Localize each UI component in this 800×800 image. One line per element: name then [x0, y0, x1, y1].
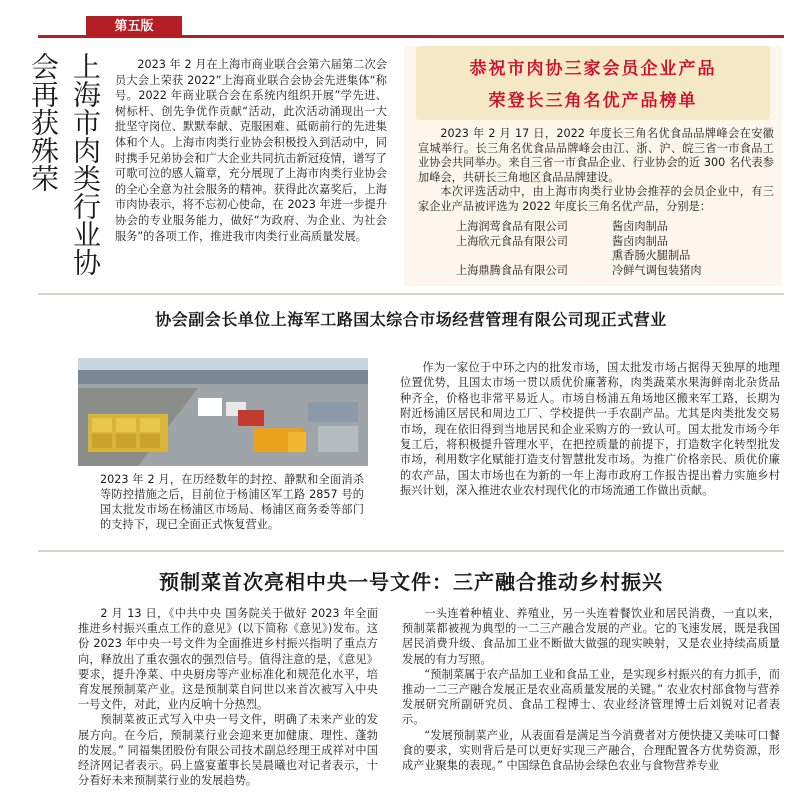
product-row: [456, 264, 756, 279]
section-divider: [38, 293, 784, 295]
product-row: [456, 249, 756, 264]
article4-right-column: [402, 606, 780, 773]
market-photo: [78, 358, 368, 466]
product-company: 上海欣元食品有限公司: [456, 234, 568, 248]
photo-caption: 2023 年 2 月，在历经数年的封控、静默和全面消杀等防控措施之后，目前位于杨浦区军工路 2857 号的国太批发市场在杨浦区市场局、杨浦区商务委等部门的支持下，现已全面正式恢复营业。: [100, 473, 364, 531]
product-name: 酱卤肉制品: [612, 220, 668, 233]
article2-paragraph-1: 2023 年 2 月 17 日，2022 年度长三角名优食品品牌峰会在安徽宣城举行。长三角名优食品品牌峰会由江、浙、沪、皖三省一市食品工业协会共同举办。来自三省一市食品企业、行业协会的近 300 名代表参加峰会，共研长三角地区食品品牌建设。: [418, 127, 774, 184]
article1-body: [115, 57, 387, 244]
article4-left-column: [78, 606, 378, 788]
product-company: [456, 249, 612, 264]
product-row: [456, 235, 756, 250]
product-company: 上海鼎腾食品有限公司: [456, 263, 568, 277]
product-company: 上海润莺食品有限公司: [456, 220, 568, 233]
article3-paragraph: 作为一家位于中环之内的批发市场，国太批发市场占据得天独厚的地理位置优势，且国太市场一贯以质优价廉著称，肉类蔬菜水果海鲜南北杂货品种齐全，价格也非常平易近人。市场自杨浦五角场地区搬来军工路，长期为附近杨浦区居民和周边工厂、学校提供一手农副产品。尤其是肉类批发交易市场，现在依旧得到当地居民和企业采购方的一致认可。国太批发市场今年复工后，将积极提升管理水平，在把控质量的前提下，打造数字化转型批发市场，利用数字化赋能打造支付智慧批发市场。为推广价格亲民、质优价廉的农产品，国太市场也在为新的一年上海市政府工作报告提出着力实施乡村振兴计划，深入推进农业农村现代化的市场流通工作做出贡献。: [400, 361, 780, 498]
page-header-bar: [38, 16, 784, 40]
page-label: 第五版: [86, 16, 182, 38]
article2-body: [418, 127, 774, 215]
article4-paragraph: 2 月 13 日，《中共中央 国务院关于做好 2023 年全面推进乡村振兴重点工作的意见》(以下简称《意见》)发布。这份 2023 年中央一号文件为全面推进乡村振兴指明了重点方向，释放出了重农强农的强烈信号。值得注意的是，《意见》要求，提升净菜、中央厨房等产业标准化和规范化水平，培育发展预制菜产业。这是预制菜自问世以来首次被写入中央一号文件，对此，业内反响十分热烈。: [78, 607, 378, 712]
banner-line-2: 荣登长三角名优产品榜单: [488, 91, 698, 111]
product-name: 冷鲜气调包装猪肉: [612, 263, 702, 277]
product-name: 酱卤肉制品: [612, 234, 668, 248]
article4-paragraph: “预制菜属于农产品加工业和食品工业，是实现乡村振兴的有力抓手，而推动一二三产融合发展正是农业高质量发展的关键。” 农业农村部食物与营养发展研究所副研究员、食品工程博士、农业经济管理博士后刘锐对记者表示。: [402, 667, 780, 727]
article4-paragraph: 一头连着种植业、养殖业，另一头连着餐饮业和居民消费，一直以来，预制菜都被视为典型的一二三产融合发展的产业。它的飞速发展，既是我国居民消费升级、食品加工业不断做大做强的现实映射，又是农业持续高质量发展的有力写照。: [402, 607, 780, 666]
section-divider: [38, 550, 784, 552]
article1-title: 上海市肉类行业协会再获殊荣: [27, 52, 102, 276]
award-banner: [416, 46, 770, 120]
article4-paragraph: “发展预制菜产业，从表面看是满足当今消费者对方便快捷又美味可口餐食的要求，实则背后是可以更好实现三产融合，合理配置各方优势资源，形成产业聚集的表现。” 中国绿色食品协会绿色农业与食物营养专业: [402, 728, 780, 773]
article4-paragraph: 预制菜被正式写入中央一号文件，明确了未来产业的发展方向。在今后，预制菜行业会迎来更加健康、理性、蓬勃的发展。” 同福集团股份有限公司技术副总经理王成祥对中国经济网记者表示。码上盛宴董事长吴晨曦也对记者表示，十分看好未来预制菜行业的发展趋势。: [78, 713, 378, 788]
article2-paragraph-2: 本次评选活动中，由上海市肉类行业协会推荐的会员企业中，有三家企业产品被评选为 2022 年度长三角名优产品，分别是：: [418, 185, 774, 213]
article1-paragraph: 2023 年 2 月在上海市商业联合会第六届第二次会员大会上荣获 2022”上海商业联合会协会先进集体“称号。2022 年商业联合会在系统内组织开展”学先进、树标杆、创先争优作贡献“活动，此次活动涌现出一大批坚守岗位、默默奉献、克服困难、砥砺前行的先进集体和个人。上海市肉类行业协会积极投入到活动中，同时携手兄弟协会和广大企业共同抗击新冠疫情，谱写了可歌可泣的感人篇章，充分展现了上海市肉类行业协会的全心全意为社会服务的精神。获得此次嘉奖后，上海市肉协表示，将不忘初心使命，在 2023 年进一步提升协会的专业服务能力，做好“为政府、为企业、为社会服务”的各项工作，推进我市肉类行业高质量发展。: [115, 58, 387, 243]
article4-headline: 预制菜首次亮相中央一号文件：三产融合推动乡村振兴: [159, 570, 663, 594]
article3-headline: 协会副会长单位上海军工路国太综合市场经营管理有限公司现正式营业: [155, 310, 667, 329]
award-product-list: [456, 220, 756, 278]
product-name: 熏香肠火腿制品: [612, 249, 691, 263]
product-row: [456, 220, 756, 235]
banner-line-1: 恭祝市肉协三家会员企业产品: [469, 59, 717, 79]
article3-body: [400, 360, 780, 499]
